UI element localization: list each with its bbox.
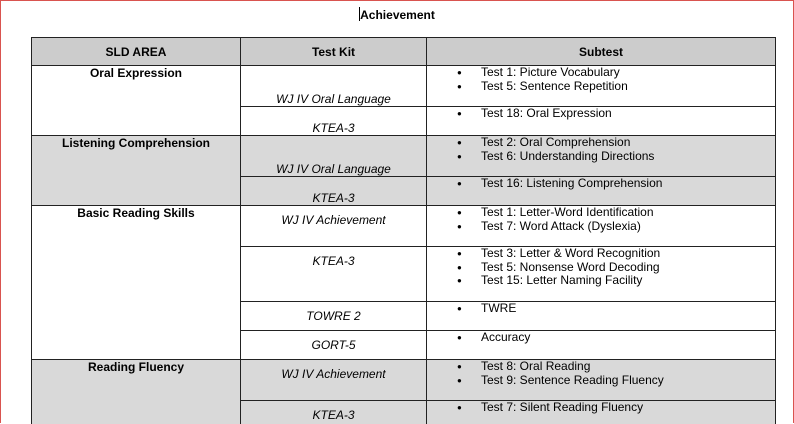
subtest-cell (427, 302, 776, 331)
area-cell: Basic Reading Skills (32, 206, 241, 360)
area-cell: Reading Fluency (32, 360, 241, 424)
subtest-item: ● Test 8: Oral Reading (427, 360, 775, 374)
subtest-cell (427, 401, 776, 424)
kit-cell: TOWRE 2 (241, 302, 427, 331)
area-cell: Listening Comprehension (32, 136, 241, 206)
subtest-item: ● Test 5: Sentence Repetition (427, 80, 775, 94)
kit-cell: WJ IV Achievement (241, 206, 427, 247)
kit-cell: KTEA-3 (241, 247, 427, 302)
subtest-cell (427, 107, 776, 136)
subtest-item: ● Test 1: Letter-Word Identification (427, 206, 775, 220)
subtest-cell (427, 360, 776, 401)
subtest-item: ● Test 5: Nonsense Word Decoding (427, 261, 775, 275)
subtest-item: ● Test 7: Word Attack (Dyslexia) (427, 220, 775, 234)
subtest-cell (427, 331, 776, 360)
table-row (32, 66, 776, 107)
subtest-item: ● Test 16: Listening Comprehension (427, 177, 775, 191)
subtest-item: ● Test 7: Silent Reading Fluency (427, 401, 775, 415)
kit-cell: WJ IV Achievement (241, 360, 427, 401)
document-title (0, 7, 794, 22)
header-sld-area: SLD AREA (32, 38, 241, 66)
subtest-cell (427, 66, 776, 107)
kit-cell: KTEA-3 (241, 401, 427, 424)
kit-cell: WJ IV Oral Language (241, 66, 427, 107)
kit-cell: GORT-5 (241, 331, 427, 360)
header-subtest: Subtest (427, 38, 776, 66)
subtest-item: ● Test 1: Picture Vocabulary (427, 66, 775, 80)
subtest-item: ● Test 2: Oral Comprehension (427, 136, 775, 150)
subtest-item: ● Test 15: Letter Naming Facility (427, 274, 775, 288)
area-cell: Oral Expression (32, 66, 241, 136)
subtest-item: ● Test 6: Understanding Directions (427, 150, 775, 164)
subtest-cell (427, 177, 776, 206)
subtest-cell (427, 247, 776, 302)
table-row (32, 206, 776, 247)
subtest-item: ● Accuracy (427, 331, 775, 345)
kit-cell: KTEA-3 (241, 107, 427, 136)
table-row (32, 360, 776, 401)
header-test-kit: Test Kit (241, 38, 427, 66)
subtest-item: ● Test 3: Letter & Word Recognition (427, 247, 775, 261)
kit-cell: WJ IV Oral Language (241, 136, 427, 177)
sld-table (31, 37, 776, 424)
table-header-row (32, 38, 776, 66)
subtest-cell (427, 136, 776, 177)
kit-cell: KTEA-3 (241, 177, 427, 206)
subtest-item: ● Test 18: Oral Expression (427, 107, 775, 121)
table-row (32, 136, 776, 177)
subtest-item: ● Test 9: Sentence Reading Fluency (427, 374, 775, 388)
document-title-text: Achievement (360, 8, 435, 22)
subtest-cell (427, 206, 776, 247)
subtest-item: ● TWRE (427, 302, 775, 316)
